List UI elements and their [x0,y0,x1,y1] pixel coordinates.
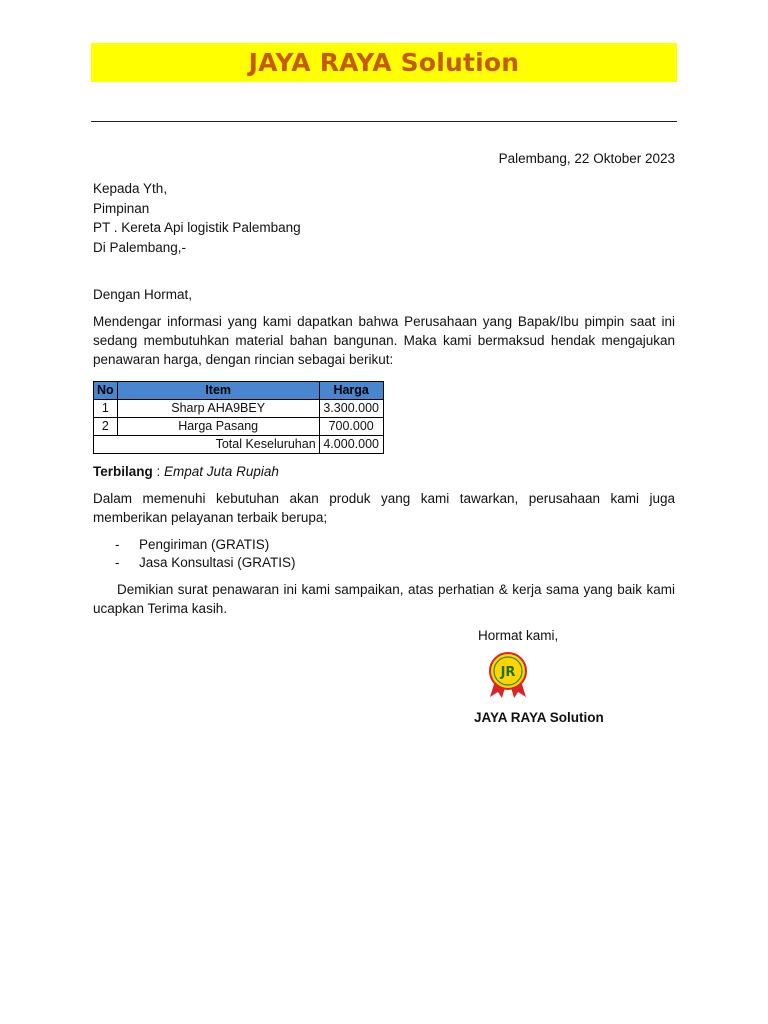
services-list [93,536,296,571]
table-row [94,418,384,436]
salutation: Dengan Hormat, [93,287,193,302]
service-label: Jasa Konsultasi (GRATIS) [139,554,296,570]
column-header-no: No [94,382,118,400]
logo-monogram: JR [500,665,516,680]
table-row [94,400,384,418]
company-title: JAYA RAYA Solution [248,48,520,77]
terbilang-value: Empat Juta Rupiah [164,464,279,479]
company-logo [486,651,530,699]
recipient-block [93,179,301,257]
row-number: 2 [94,418,118,436]
intro-paragraph: Mendengar informasi yang kami dapatkan bahwa Perusahaan yang Bapak/Ibu pimpin saat ini sedang membutuhkan material bahan bangunan. Maka kami bermaksud hendak mengajukan penawaran harga, dengan rincian sebagai berikut: [93,314,675,367]
header-divider [91,121,677,122]
row-item: Harga Pasang [117,418,319,436]
list-marker: - [115,554,120,570]
total-label: Total Keseluruhan [94,436,320,454]
row-item: Sharp AHA9BEY [117,400,319,418]
row-number: 1 [94,400,118,418]
recipient-line: PT . Kereta Api logistik Palembang [93,220,301,235]
table-header-row [94,382,384,400]
column-header-price: Harga [319,382,383,400]
terbilang-label: Terbilang [93,464,153,479]
recipient-line: Pimpinan [93,200,150,216]
list-item [93,536,296,554]
closing-greeting: Hormat kami, [478,628,559,643]
letter-date: Palembang, 22 Oktober 2023 [498,151,675,166]
list-item [93,554,296,572]
signer-name: JAYA RAYA Solution [474,710,604,725]
service-label: Pengiriman (GRATIS) [139,537,270,552]
closing-paragraph: Demikian surat penawaran ini kami sampaikan, atas perhatian & kerja sama yang baik kami ucapkan Terima kasih. [93,582,675,616]
row-price: 3.300.000 [319,400,383,418]
recipient-line: Di Palembang,- [93,239,187,255]
recipient-line: Kepada Yth, [93,181,168,196]
price-table [93,381,384,454]
total-value: 4.000.000 [319,436,383,454]
amount-in-words: Terbilang : Empat Juta Rupiah [93,464,279,479]
list-marker: - [115,537,120,552]
row-price: 700.000 [319,418,383,436]
table-total-row [94,436,384,454]
services-intro: Dalam memenuhi kebutuhan akan produk yang kami tawarkan, perusahaan kami juga memberikan pelayanan terbaik berupa; [93,491,675,525]
header-banner [91,43,677,82]
column-header-item: Item [117,382,319,400]
